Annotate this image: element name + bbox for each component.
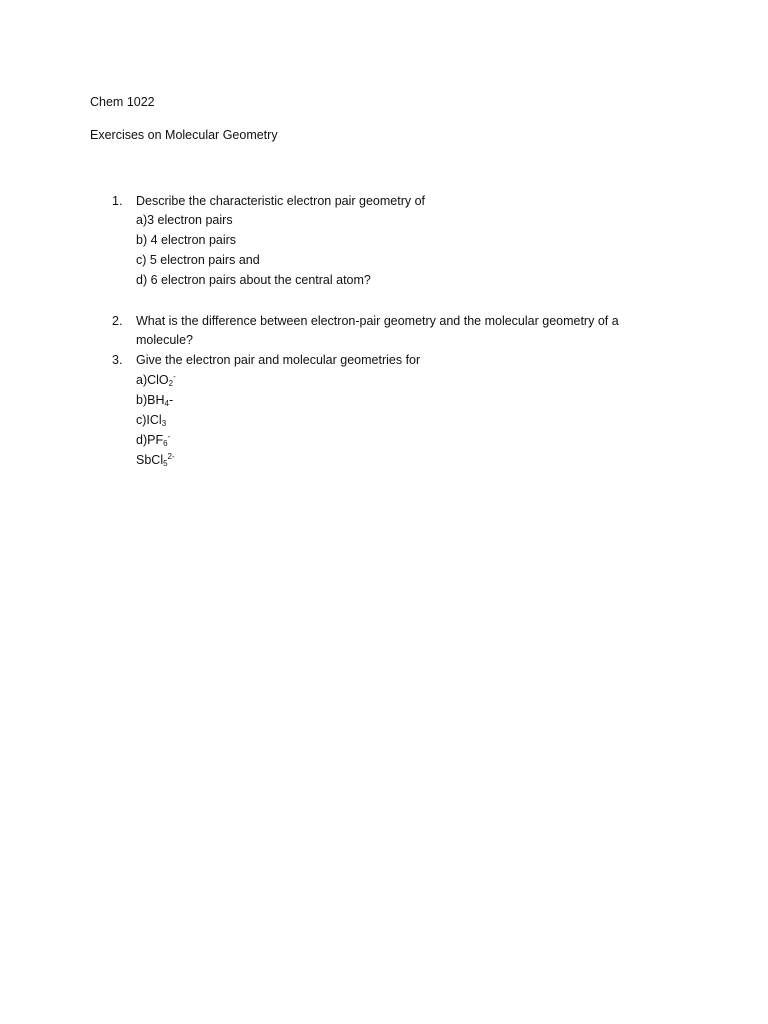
question-3-number: 3. [112, 353, 123, 367]
course-label: Chem 1022 [90, 95, 155, 109]
question-1-text: Describe the characteristic electron pair geometry of [136, 194, 426, 208]
question-1-part-b: b) 4 electron pairs [136, 233, 237, 247]
species-c: c)ICl$_3$ [136, 413, 167, 428]
species-a: a)ClO$_2$- [136, 372, 176, 388]
question-1-part-a: a)3 electron pairs [136, 213, 233, 227]
species-d: $d)PF_6^-$ [136, 432, 171, 448]
question-1-number: 1. [112, 194, 123, 208]
question-1-part-c: c) 5 electron pairs and [136, 253, 260, 267]
species-e: SbCl$_5^{2-}$ [136, 452, 175, 468]
document-title: Exercises on Molecular Geometry [90, 128, 278, 142]
question-2-text-continued: molecule? [136, 333, 193, 347]
question-2-text: What is the difference between electron-pair geometry and the molecular geometry of a [136, 314, 619, 328]
question-1-part-d: d) 6 electron pairs about the central atom? [136, 273, 371, 287]
question-2-number: 2. [112, 314, 123, 328]
question-3-text: Give the electron pair and molecular geometries for [136, 353, 421, 367]
species-b: $b)BH_4-$ [136, 393, 174, 408]
